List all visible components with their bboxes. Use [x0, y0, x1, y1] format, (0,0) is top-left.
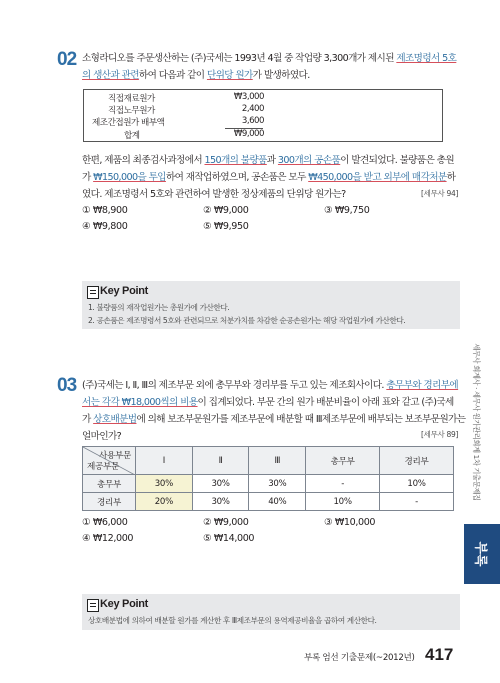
question-stem: 소형라디오를 주문생산하는 (주)국세는 1993년 4월 중 작업량 3,300개가 제시된 제조명령서 5호 의 생산과 관련하여 다음과 같이 단위당 원가가 발생하였다.	[82, 53, 457, 81]
appendix-tab[interactable]	[464, 524, 500, 584]
question-body: 한편, 제품의 최종검사과정에서 150개의 불량품과 300개의 공손품이 발견되었다. 불량품은 총원 가 ₩150,000을 투입하여 재작업하였으며, 공손품은 모두 ₩450,000을 받고 외부에 매각처분하 였다. 제조명령서 5호와 관련하여 발생한 정상제품의 단위당 원가는?	[82, 155, 456, 200]
cost-value: ₩9,000	[233, 129, 264, 139]
table-cell: 30%	[136, 475, 193, 493]
table-cell: 30%	[249, 475, 306, 493]
table-header: Ⅰ	[136, 447, 193, 475]
question-source: [세무사 89]	[421, 430, 459, 439]
table-cell: -	[306, 475, 380, 493]
choice-4[interactable]: ④ ₩9,800	[82, 221, 128, 232]
key-point-title: Key Point	[100, 598, 149, 610]
page-number: 417	[425, 645, 454, 664]
corner-top-label: 사용부문	[98, 451, 131, 461]
table-cell: 10%	[306, 493, 380, 511]
cost-value: ₩3,000	[233, 92, 264, 102]
cost-table	[83, 89, 443, 142]
table-cell: -	[380, 493, 454, 511]
allocation-table	[82, 446, 454, 511]
question-source: [세무사 94]	[421, 189, 459, 198]
table-cell: 30%	[192, 475, 249, 493]
table-row	[83, 493, 454, 511]
table-header: Ⅱ	[192, 447, 249, 475]
cost-label: 직접노무원가	[108, 106, 155, 116]
row-label: 총무부	[83, 475, 136, 493]
question-number: 03	[57, 375, 77, 396]
choice-2[interactable]: ② ₩9,000	[203, 205, 249, 216]
choice-1[interactable]: ① ₩8,900	[82, 205, 128, 216]
question-stem: (주)국세는 Ⅰ, Ⅱ, Ⅲ의 제조부문 외에 총무부와 경리부를 두고 있는 제조회사이다. 총무부와 경리부에 서는 각각 ₩18,000씩의 비용이 집계되었다. 부문 간의 원가 배분비율이 아래 표와 같고 (주)국세 가 상호배분법에 의해 보조부문원가를 제조부문에 배분할 때 Ⅲ제조부문에 배부되는 보조부문원가는 얼마인가?	[82, 380, 466, 442]
cost-label: 합계	[124, 131, 140, 141]
table-cell: 20%	[136, 493, 193, 511]
footer-text: 부록 엄선 기출문제(~2012년)	[304, 653, 415, 663]
cost-value: 2,400	[241, 104, 264, 114]
key-point-line: 상호배분법에 의하여 배분할 원가를 계산한 후 Ⅲ제조부문의 용역제공비율을 곱하여 계산한다.	[88, 616, 377, 625]
key-point-line: 1. 불량품의 재작업원가는 총원가에 가산한다.	[88, 303, 230, 312]
choice-3[interactable]: ③ ₩10,000	[324, 517, 376, 528]
row-label: 경리부	[83, 493, 136, 511]
table-row	[83, 475, 454, 493]
key-point-title: Key Point	[100, 285, 149, 297]
table-cell: 40%	[249, 493, 306, 511]
table-cell: 10%	[380, 475, 454, 493]
key-point-box	[82, 594, 460, 630]
choice-4[interactable]: ④ ₩12,000	[82, 533, 134, 544]
table-corner	[83, 447, 136, 475]
appendix-tab-label: 부록	[472, 541, 488, 567]
choice-5[interactable]: ⑤ ₩14,000	[203, 533, 255, 544]
question-number: 02	[57, 49, 77, 70]
cost-label: 제조간접원가 배부액	[92, 118, 165, 128]
side-running-title: 세무사 회계사 · 세무사 원가관리회계 1차 기출문제집	[472, 343, 481, 501]
key-point-icon	[87, 286, 99, 299]
cost-value: 3,600	[241, 116, 264, 126]
key-point-line: 2. 공손품은 제조명령서 5호와 관련되므로 처분가치를 차감한 순공손원가는 해당 작업원가에 가산한다.	[88, 316, 406, 325]
choice-5[interactable]: ⑤ ₩9,950	[203, 221, 249, 232]
table-header: Ⅲ	[249, 447, 306, 475]
key-point-icon	[87, 599, 99, 612]
choice-1[interactable]: ① ₩6,000	[82, 517, 128, 528]
table-cell: 30%	[192, 493, 249, 511]
key-point-box	[82, 281, 460, 329]
table-header: 경리부	[380, 447, 454, 475]
corner-bottom-label: 제공부문	[87, 462, 120, 472]
table-header: 총무부	[306, 447, 380, 475]
choice-3[interactable]: ③ ₩9,750	[324, 205, 370, 216]
choice-2[interactable]: ② ₩9,000	[203, 517, 249, 528]
cost-label: 직접재료원가	[108, 94, 155, 104]
